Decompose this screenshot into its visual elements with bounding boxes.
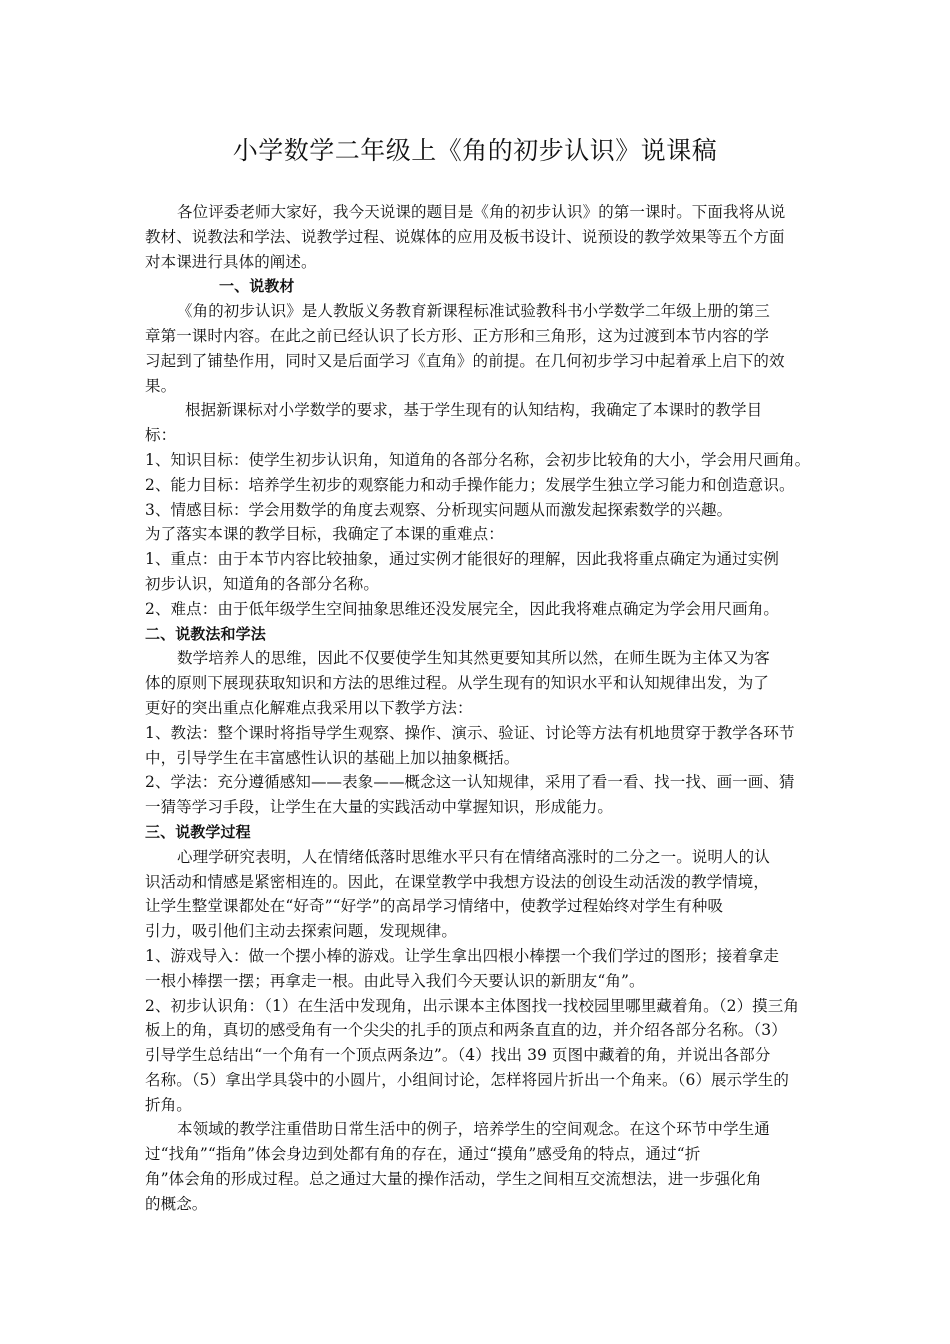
- text-line: 角”体会角的形成过程。总之通过大量的操作活动，学生之间相互交流想法，进一步强化角: [145, 1170, 762, 1189]
- text-line: 识活动和情感是紧密相连的。因此，在课堂教学中我想方设法的创设生动活泼的教学情境，: [145, 872, 770, 891]
- section-heading: 一、说教材: [219, 277, 295, 296]
- text-line: 中，引导学生在丰富感性认识的基础上加以抽象概括。: [145, 748, 520, 767]
- text-line: 《角的初步认识》是人教版义务教育新课程标准试验教科书小学数学二年级上册的第三: [177, 302, 770, 321]
- text-line: 教材、说教法和学法、说教学过程、说媒体的应用及板书设计、说预设的教学效果等五个方面: [145, 227, 785, 246]
- text-line: 2、学法：充分遵循感知——表象——概念这一认知规律，采用了看一看、找一找、画一画、猜: [145, 773, 795, 792]
- text-line: 本领域的教学注重借助日常生活中的例子，培养学生的空间观念。在这个环节中学生通: [177, 1120, 770, 1139]
- text-line: 各位评委老师大家好，我今天说课的题目是《角的初步认识》的第一课时。下面我将从说: [177, 203, 786, 221]
- text-line: 更好的突出重点化解难点我采用以下教学方法：: [145, 698, 473, 717]
- text-line: 名称。（5）拿出学具袋中的小圆片，小组间讨论，怎样将园片折出一个角来。（6）展示学生的: [145, 1070, 790, 1089]
- text-line: 引导学生总结出“一个角有一个顶点两条边”。（4）找出 39 页图中藏着的角，并说出各部分: [145, 1046, 771, 1065]
- text-line: 让学生整堂课都处在“好奇”“好学”的高昂学习情绪中，使教学过程始终对学生有种吸: [145, 897, 724, 916]
- text-line: 果。: [145, 376, 177, 395]
- text-line: 的概念。: [145, 1194, 208, 1213]
- text-line: 3、情感目标：学会用数学的角度去观察、分析现实问题从而激发起探索数学的兴趣。: [145, 500, 733, 519]
- text-line: 标：: [145, 426, 177, 445]
- text-line: 2、能力目标：培养学生初步的观察能力和动手操作能力；发展学生独立学习能力和创造意识。: [145, 475, 795, 494]
- text-line: 根据新课标对小学数学的要求，基于学生现有的认知结构，我确定了本课时的教学目: [185, 401, 763, 420]
- text-line: 引力，吸引他们主动去探索问题，发现规律。: [145, 922, 458, 941]
- section-heading: 三、说教学过程: [145, 822, 251, 841]
- text-line: 习起到了铺垫作用，同时又是后面学习《直角》的前提。在几何初步学习中起着承上启下的效: [145, 351, 785, 370]
- text-line: 为了落实本课的教学目标，我确定了本课的重难点：: [145, 525, 504, 544]
- text-line: 一猜等学习手段，让学生在大量的实践活动中掌握知识，形成能力。: [145, 798, 614, 817]
- section-heading: 二、说教法和学法: [145, 624, 266, 643]
- text-line: 1、游戏导入：做一个摆小棒的游戏。让学生拿出四根小棒摆一个我们学过的图形；接着拿走: [145, 946, 779, 965]
- text-line: 折角。: [145, 1095, 192, 1114]
- text-line: 1、重点：由于本节内容比较抽象，通过实例才能很好的理解，因此我将重点确定为通过实例: [145, 550, 779, 569]
- text-line: 过“找角”“指角”体会身边到处都有角的存在，通过“摸角”感受角的特点，通过“折: [145, 1145, 701, 1164]
- text-line: 1、教法：整个课时将指导学生观察、操作、演示、验证、讨论等方法有机地贯穿于教学各环节: [145, 723, 795, 742]
- text-line: 1、知识目标：使学生初步认识角，知道角的各部分名称，会初步比较角的大小，学会用尺画角。: [145, 450, 811, 469]
- document-body: [145, 200, 810, 1217]
- text-line: 体的原则下展现获取知识和方法的思维过程。从学生现有的知识水平和认知规律出发，为了: [145, 674, 770, 693]
- text-line: 初步认识，知道角的各部分名称。: [145, 574, 380, 593]
- text-line: 2、初步认识角：（1）在生活中发现角，出示课本主体图找一找校园里哪里藏着角。（2）摸三角: [145, 996, 799, 1015]
- text-line: 2、难点：由于低年级学生空间抽象思维还没发展完全，因此我将难点确定为学会用尺画角。: [145, 599, 779, 618]
- text-line: 心理学研究表明，人在情绪低落时思维水平只有在情绪高涨时的二分之一。说明人的认: [177, 847, 770, 866]
- text-line: 板上的角，真切的感受角有一个尖尖的扎手的顶点和两条直直的边，并介绍各部分名称。（3）: [145, 1021, 787, 1040]
- text-line: 对本课进行具体的阐述。: [145, 252, 317, 271]
- text-line: 数学培养人的思维，因此不仅要使学生知其然更要知其所以然，在师生既为主体又为客: [177, 649, 770, 668]
- text-line: 一根小棒摆一摆；再拿走一根。由此导入我们今天要认识的新朋友“角”。: [145, 971, 645, 990]
- text-line: 章第一课时内容。在此之前已经认识了长方形、正方形和三角形，这为过渡到本节内容的学: [145, 326, 770, 345]
- document-title: 小学数学二年级上《角的初步认识》说课稿: [232, 136, 718, 165]
